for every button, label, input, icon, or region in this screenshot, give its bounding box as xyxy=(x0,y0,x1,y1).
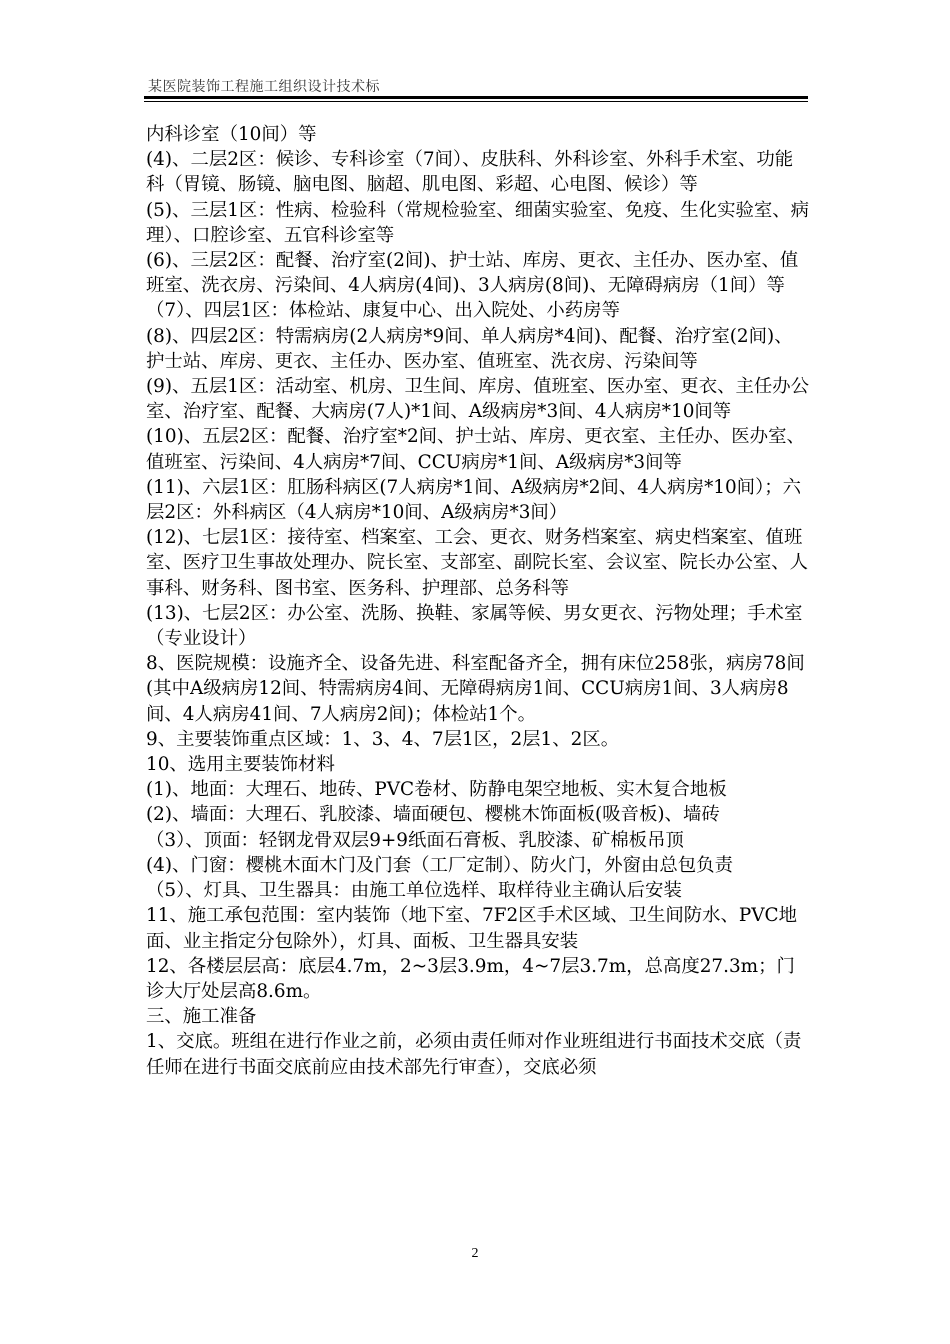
paragraph: 10、选用主要装饰材料 xyxy=(146,754,335,776)
page-header-title: 某医院装饰工程施工组织设计技术标 xyxy=(148,79,380,95)
header-rule-thick xyxy=(144,96,808,99)
paragraph: (4)、门窗：樱桃木面木门及门套（工厂定制）、防火门，外窗由总包负责 xyxy=(146,854,733,876)
paragraph: （5）、灯具、卫生器具：由施工单位选样、取样待业主确认后安装 xyxy=(146,880,682,902)
paragraph: (2)、墙面：大理石、乳胶漆、墙面硬包、樱桃木饰面板(吸音板)、墙砖 xyxy=(146,804,720,826)
paragraph: (13)、七层2区：办公室、洗肠、换鞋、家属等候、男女更衣、污物处理；手术室（专业设计） xyxy=(146,602,803,650)
paragraph: (5)、三层1区：性病、检验科（常规检验室、细菌实验室、免疫、生化实验室、病理）、口腔诊室、五官科诊室等 xyxy=(146,199,810,246)
paragraph: 8、医院规模：设施齐全、设备先进、科室配备齐全，拥有床位258张，病房78间(其中A级病房12间、特需病房4间、无障碍病房1间、CCU病房1间、3人病房8间、4人病房41间、7人病房2间)；体检站1个。 xyxy=(146,653,805,725)
paragraph: （3）、顶面：轻钢龙骨双层9+9纸面石膏板、乳胶漆、矿棉板吊顶 xyxy=(146,829,684,851)
paragraph: 12、各楼层层高：底层4.7m，2~3层3.9m，4~7层3.7m，总高度27.3m；门诊大厅处层高8.6m。 xyxy=(146,955,795,1002)
paragraph: 11、施工承包范围：室内装饰（地下室、7F2区手术区域、卫生间防水、PVC地面、业主指定分包除外），灯具、面板、卫生器具安装 xyxy=(146,905,798,952)
paragraph: (8)、四层2区：特需病房(2人病房*9间、单人病房*4间)、配餐、治疗室(2间)、护士站、库房、更衣、主任办、医办室、值班室、洗衣房、污染间等 xyxy=(146,325,793,372)
page-number: 2 xyxy=(471,1246,479,1261)
paragraph: 9、主要装饰重点区域：1、3、4、7层1区，2层1、2区。 xyxy=(146,728,620,750)
paragraph: 内科诊室（10间）等 xyxy=(146,124,317,145)
paragraph: (9)、五层1区：活动室、机房、卫生间、库房、值班室、医办室、更衣、主任办公室、治疗室、配餐、大病房(7人)*1间、A级病房*3间、4人病房*10间等 xyxy=(146,376,810,423)
paragraph: (12)、七层1区：接待室、档案室、工会、更衣、财务档案室、病史档案室、值班室、医疗卫生事故处理办、院长室、支部室、副院长室、会议室、院长办公室、人事科、财务科、图书室、医务科、护理部、总务科等 xyxy=(146,527,809,599)
body-text xyxy=(146,122,810,1080)
section-heading: 三、施工准备 xyxy=(146,1006,257,1028)
paragraph: (6)、三层2区：配餐、治疗室(2间)、护士站、库房、更衣、主任办、医办室、值班室、洗衣房、污染间、4人病房(4间)、3人病房(8间)、无障碍病房（1间）等 xyxy=(146,250,799,297)
paragraph: （7）、四层1区：体检站、康复中心、出入院处、小药房等 xyxy=(146,300,620,322)
paragraph: 1、交底。班组在进行作业之前，必须由责任师对作业班组进行书面技术交底（责任师在进行书面交底前应由技术部先行审查），交底必须 xyxy=(146,1031,802,1078)
paragraph: (11)、六层1区：肛肠科病区(7人病房*1间、A级病房*2间、4人病房*10间）；六层2区：外科病区（4人病房*10间、A级病房*3间） xyxy=(146,476,802,524)
paragraph: (4)、二层2区：候诊、专科诊室（7间）、皮肤科、外科诊室、外科手术室、功能科（胃镜、肠镜、脑电图、脑超、肌电图、彩超、心电图、候诊）等 xyxy=(146,149,794,196)
header-rule-thin xyxy=(144,101,808,102)
paragraph: (10)、五层2区：配餐、治疗室*2间、护士站、库房、更衣室、主任办、医办室、值班室、污染间、4人病房*7间、CCU病房*1间、A级病房*3间等 xyxy=(146,426,805,473)
paragraph: (1)、地面：大理石、地砖、PVC卷材、防静电架空地板、实木复合地板 xyxy=(146,779,727,801)
